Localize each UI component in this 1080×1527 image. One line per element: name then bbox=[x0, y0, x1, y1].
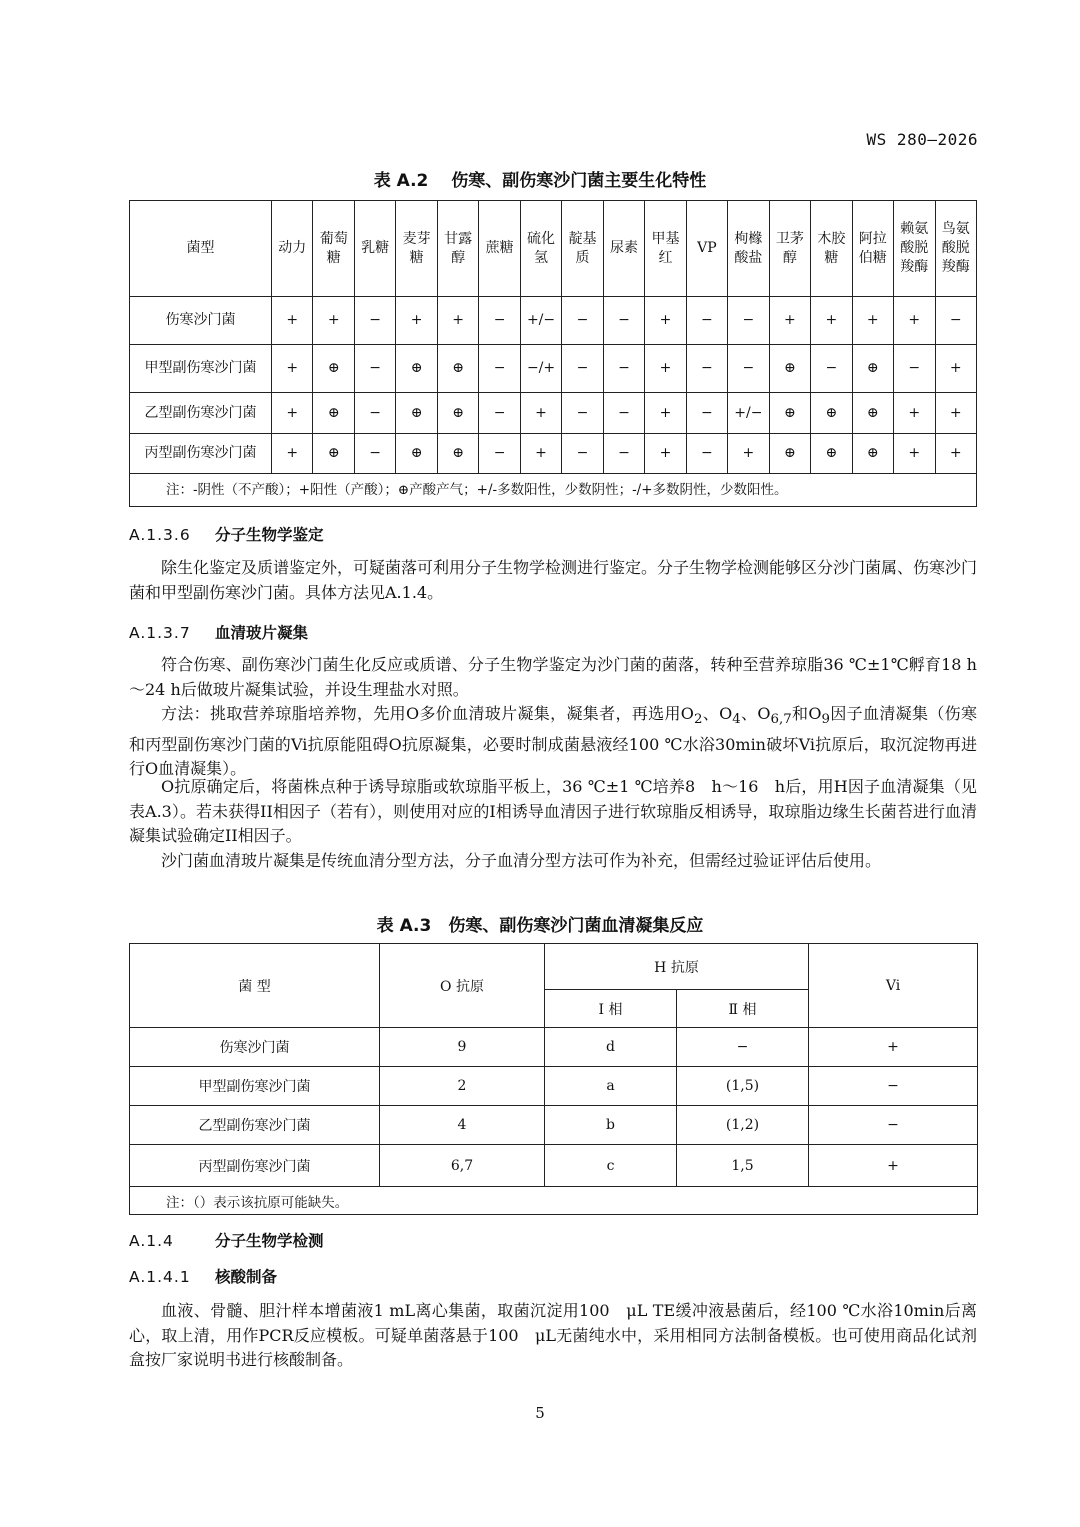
table-cell: − bbox=[562, 393, 603, 434]
table-cell: 甲型副伤寒沙门菌 bbox=[130, 1067, 380, 1106]
table-cell: 6,7 bbox=[380, 1145, 545, 1187]
table-cell: + bbox=[645, 434, 686, 474]
table-cell: ⊕ bbox=[396, 393, 437, 434]
table-cell: + bbox=[437, 297, 478, 345]
table-cell: 伤寒沙门菌 bbox=[130, 1028, 380, 1067]
column-header: I 相 bbox=[545, 990, 677, 1028]
column-header: 木胶糖 bbox=[811, 201, 852, 297]
table-cell: ⊕ bbox=[313, 434, 354, 474]
table-cell: (1,5) bbox=[677, 1067, 809, 1106]
row-label: 丙型副伤寒沙门菌 bbox=[130, 434, 272, 474]
table-cell: ⊕ bbox=[769, 345, 810, 393]
table-a2-header-row bbox=[130, 201, 977, 297]
table-cell: − bbox=[479, 297, 520, 345]
table-cell: −/+ bbox=[520, 345, 561, 393]
table-cell: ⊕ bbox=[769, 434, 810, 474]
paragraph: 除生化鉴定及质谱鉴定外，可疑菌落可利用分子生物学检测进行鉴定。分子生物学检测能够区分沙门菌属、伤寒沙门菌和甲型副伤寒沙门菌。具体方法见A.1.4。 bbox=[129, 558, 978, 602]
table-cell: − bbox=[686, 345, 727, 393]
table-cell: ⊕ bbox=[313, 345, 354, 393]
table-cell: − bbox=[603, 297, 644, 345]
table-cell: ⊕ bbox=[437, 434, 478, 474]
table-cell: + bbox=[645, 297, 686, 345]
table-row bbox=[130, 1067, 978, 1106]
table-cell: ⊕ bbox=[811, 393, 852, 434]
table-cell: ⊕ bbox=[313, 393, 354, 434]
table-row bbox=[130, 345, 977, 393]
page-number: 5 bbox=[535, 1404, 545, 1422]
column-header: H 抗原 bbox=[545, 944, 809, 990]
table-a3-note: 注：（）表示该抗原可能缺失。 bbox=[130, 1187, 978, 1215]
table-cell: − bbox=[686, 297, 727, 345]
table-cell: − bbox=[686, 434, 727, 474]
table-row bbox=[130, 1106, 978, 1145]
table-a3 bbox=[129, 943, 978, 1215]
table-cell: b bbox=[545, 1106, 677, 1145]
table-cell: d bbox=[545, 1028, 677, 1067]
paragraph: 方法：挑取营养琼脂培养物，先用O多价血清玻片凝集，凝集者，再选用$O_2$、$O_4$、$O_{6,7}$和$O_9$因子血清凝集（伤寒和丙型副伤寒沙门菌的Vi抗原能阻碍O抗原凝集，必要时制成菌悬液经100 ℃水浴30min破坏Vi抗原后，取沉淀物再进行O血清凝集）。 bbox=[129, 704, 977, 779]
column-header: 鸟氨酸脱羧酶 bbox=[935, 201, 977, 297]
table-cell: − bbox=[479, 345, 520, 393]
column-header: 甲基红 bbox=[645, 201, 686, 297]
table-cell: a bbox=[545, 1067, 677, 1106]
table-cell: + bbox=[809, 1145, 978, 1187]
row-label: 伤寒沙门菌 bbox=[130, 297, 272, 345]
table-cell: + bbox=[935, 393, 977, 434]
table-cell: c bbox=[545, 1145, 677, 1187]
table-cell: − bbox=[686, 393, 727, 434]
table-a2-note: 注：-阴性（不产酸）；+阳性（产酸）；⊕产酸产气；+/-多数阳性，少数阴性；-/+多数阴性，少数阳性。 bbox=[130, 474, 977, 507]
section-heading bbox=[129, 1229, 324, 1251]
table-cell: − bbox=[562, 434, 603, 474]
table-a2-note-row bbox=[130, 474, 977, 507]
table-cell: ⊕ bbox=[769, 393, 810, 434]
table-cell: ⊕ bbox=[396, 434, 437, 474]
table-cell: + bbox=[809, 1028, 978, 1067]
column-header: 乳糖 bbox=[354, 201, 395, 297]
table-cell: + bbox=[645, 393, 686, 434]
table-cell: − bbox=[479, 434, 520, 474]
table-cell: + bbox=[935, 345, 977, 393]
table-a3-caption: 表 A.3 伤寒、副伤寒沙门菌血清凝集反应 bbox=[376, 916, 704, 936]
table-cell: − bbox=[479, 393, 520, 434]
table-cell: − bbox=[894, 345, 935, 393]
table-cell: + bbox=[852, 297, 893, 345]
table-cell: − bbox=[354, 345, 395, 393]
table-cell: − bbox=[562, 345, 603, 393]
column-header: Vi bbox=[809, 944, 978, 1028]
table-cell: + bbox=[272, 434, 313, 474]
section-number: A.1.3.7 bbox=[129, 624, 191, 642]
column-header: 卫茅醇 bbox=[769, 201, 810, 297]
section-number: A.1.3.6 bbox=[129, 526, 191, 544]
table-cell: 2 bbox=[380, 1067, 545, 1106]
column-header: 阿拉伯糖 bbox=[852, 201, 893, 297]
section-title: 分子生物学鉴定 bbox=[215, 526, 324, 544]
table-cell: − bbox=[809, 1067, 978, 1106]
table-cell: + bbox=[894, 434, 935, 474]
table-cell: − bbox=[809, 1106, 978, 1145]
section-heading bbox=[129, 621, 308, 643]
column-header: 蔗糖 bbox=[479, 201, 520, 297]
table-cell: − bbox=[562, 297, 603, 345]
table-cell: − bbox=[354, 434, 395, 474]
table-row bbox=[130, 434, 977, 474]
table-cell: − bbox=[728, 297, 769, 345]
table-cell: ⊕ bbox=[852, 345, 893, 393]
table-cell: + bbox=[894, 393, 935, 434]
table-cell: + bbox=[645, 345, 686, 393]
column-header: 甘露醇 bbox=[437, 201, 478, 297]
column-header: 动力 bbox=[272, 201, 313, 297]
table-cell: − bbox=[935, 297, 977, 345]
table-cell: + bbox=[811, 297, 852, 345]
table-cell: − bbox=[811, 345, 852, 393]
table-a3-header-row bbox=[130, 944, 978, 990]
paragraph: 符合伤寒、副伤寒沙门菌生化反应或质谱、分子生物学鉴定为沙门菌的菌落，转种至营养琼脂36 ℃±1℃孵育18 h～24 h后做玻片凝集试验，并设生理盐水对照。 bbox=[129, 655, 977, 699]
table-cell: 乙型副伤寒沙门菌 bbox=[130, 1106, 380, 1145]
table-cell: + bbox=[272, 345, 313, 393]
table-cell: − bbox=[603, 434, 644, 474]
table-cell: − bbox=[354, 297, 395, 345]
column-header: 菌 型 bbox=[130, 944, 380, 1028]
table-cell: 9 bbox=[380, 1028, 545, 1067]
table-a2-caption: 表 A.2 伤寒、副伤寒沙门菌主要生化特性 bbox=[373, 171, 707, 191]
column-header: O 抗原 bbox=[380, 944, 545, 1028]
table-cell: + bbox=[313, 297, 354, 345]
table-cell: ⊕ bbox=[852, 393, 893, 434]
paragraph: O抗原确定后，将菌株点种于诱导琼脂或软琼脂平板上，36 ℃±1 ℃培养8 h～16 h后，用H因子血清凝集（见表A.3）。若未获得II相因子（若有），则使用对应的I相诱导血清因子进行软琼脂反相诱导，取琼脂边缘生长菌苔进行血清凝集试验确定II相因子。 bbox=[129, 777, 977, 845]
table-cell: − bbox=[728, 345, 769, 393]
table-cell: ⊕ bbox=[437, 393, 478, 434]
table-row bbox=[130, 297, 977, 345]
column-header: Ⅱ 相 bbox=[677, 990, 809, 1028]
column-header: 靛基质 bbox=[562, 201, 603, 297]
section-heading bbox=[129, 1265, 277, 1287]
row-label: 甲型副伤寒沙门菌 bbox=[130, 345, 272, 393]
section-title: 分子生物学检测 bbox=[215, 1232, 324, 1250]
table-a2 bbox=[129, 200, 977, 507]
table-cell: + bbox=[769, 297, 810, 345]
table-row bbox=[130, 1028, 978, 1067]
table-cell: ⊕ bbox=[396, 345, 437, 393]
table-a3-note-row bbox=[130, 1187, 978, 1215]
table-cell: + bbox=[272, 393, 313, 434]
section-title: 核酸制备 bbox=[215, 1268, 278, 1286]
table-cell: + bbox=[520, 434, 561, 474]
column-header: 尿素 bbox=[603, 201, 644, 297]
table-cell: 丙型副伤寒沙门菌 bbox=[130, 1145, 380, 1187]
table-cell: + bbox=[520, 393, 561, 434]
table-cell: − bbox=[603, 345, 644, 393]
table-cell: +/− bbox=[520, 297, 561, 345]
table-cell: 1,5 bbox=[677, 1145, 809, 1187]
table-cell: − bbox=[354, 393, 395, 434]
section-heading bbox=[129, 523, 324, 545]
table-cell: +/− bbox=[728, 393, 769, 434]
table-cell: 4 bbox=[380, 1106, 545, 1145]
document-code: WS 280—2026 bbox=[866, 130, 978, 149]
table-cell: + bbox=[935, 434, 977, 474]
column-header: 赖氨酸脱羧酶 bbox=[894, 201, 935, 297]
column-header: 麦芽糖 bbox=[396, 201, 437, 297]
table-cell: − bbox=[603, 393, 644, 434]
row-label: 乙型副伤寒沙门菌 bbox=[130, 393, 272, 434]
column-header: 枸橼酸盐 bbox=[728, 201, 769, 297]
table-cell: ⊕ bbox=[811, 434, 852, 474]
table-row bbox=[130, 393, 977, 434]
table-row bbox=[130, 1145, 978, 1187]
section-number: A.1.4.1 bbox=[129, 1268, 191, 1286]
table-cell: ⊕ bbox=[852, 434, 893, 474]
table-cell: + bbox=[728, 434, 769, 474]
table-cell: + bbox=[894, 297, 935, 345]
column-header: 菌型 bbox=[130, 201, 272, 297]
paragraph: 沙门菌血清玻片凝集是传统血清分型方法，分子血清分型方法可作为补充，但需经过验证评估后使用。 bbox=[161, 851, 882, 870]
table-cell: + bbox=[396, 297, 437, 345]
section-number: A.1.4 bbox=[129, 1232, 174, 1250]
column-header: VP bbox=[686, 201, 727, 297]
table-cell: ⊕ bbox=[437, 345, 478, 393]
table-cell: − bbox=[677, 1028, 809, 1067]
column-header: 葡萄糖 bbox=[313, 201, 354, 297]
section-title: 血清玻片凝集 bbox=[215, 624, 309, 642]
table-cell: + bbox=[272, 297, 313, 345]
table-cell: (1,2) bbox=[677, 1106, 809, 1145]
paragraph: 血液、骨髓、胆汁样本增菌液1 mL离心集菌，取菌沉淀用100 μL TE缓冲液悬菌后，经100 ℃水浴10min后离心，取上清，用作PCR反应模板。可疑单菌落悬于100 μL无菌纯水中，采用相同方法制备模板。也可使用商品化试剂盒按厂家说明书进行核酸制备。 bbox=[129, 1301, 977, 1369]
column-header: 硫化氢 bbox=[520, 201, 561, 297]
